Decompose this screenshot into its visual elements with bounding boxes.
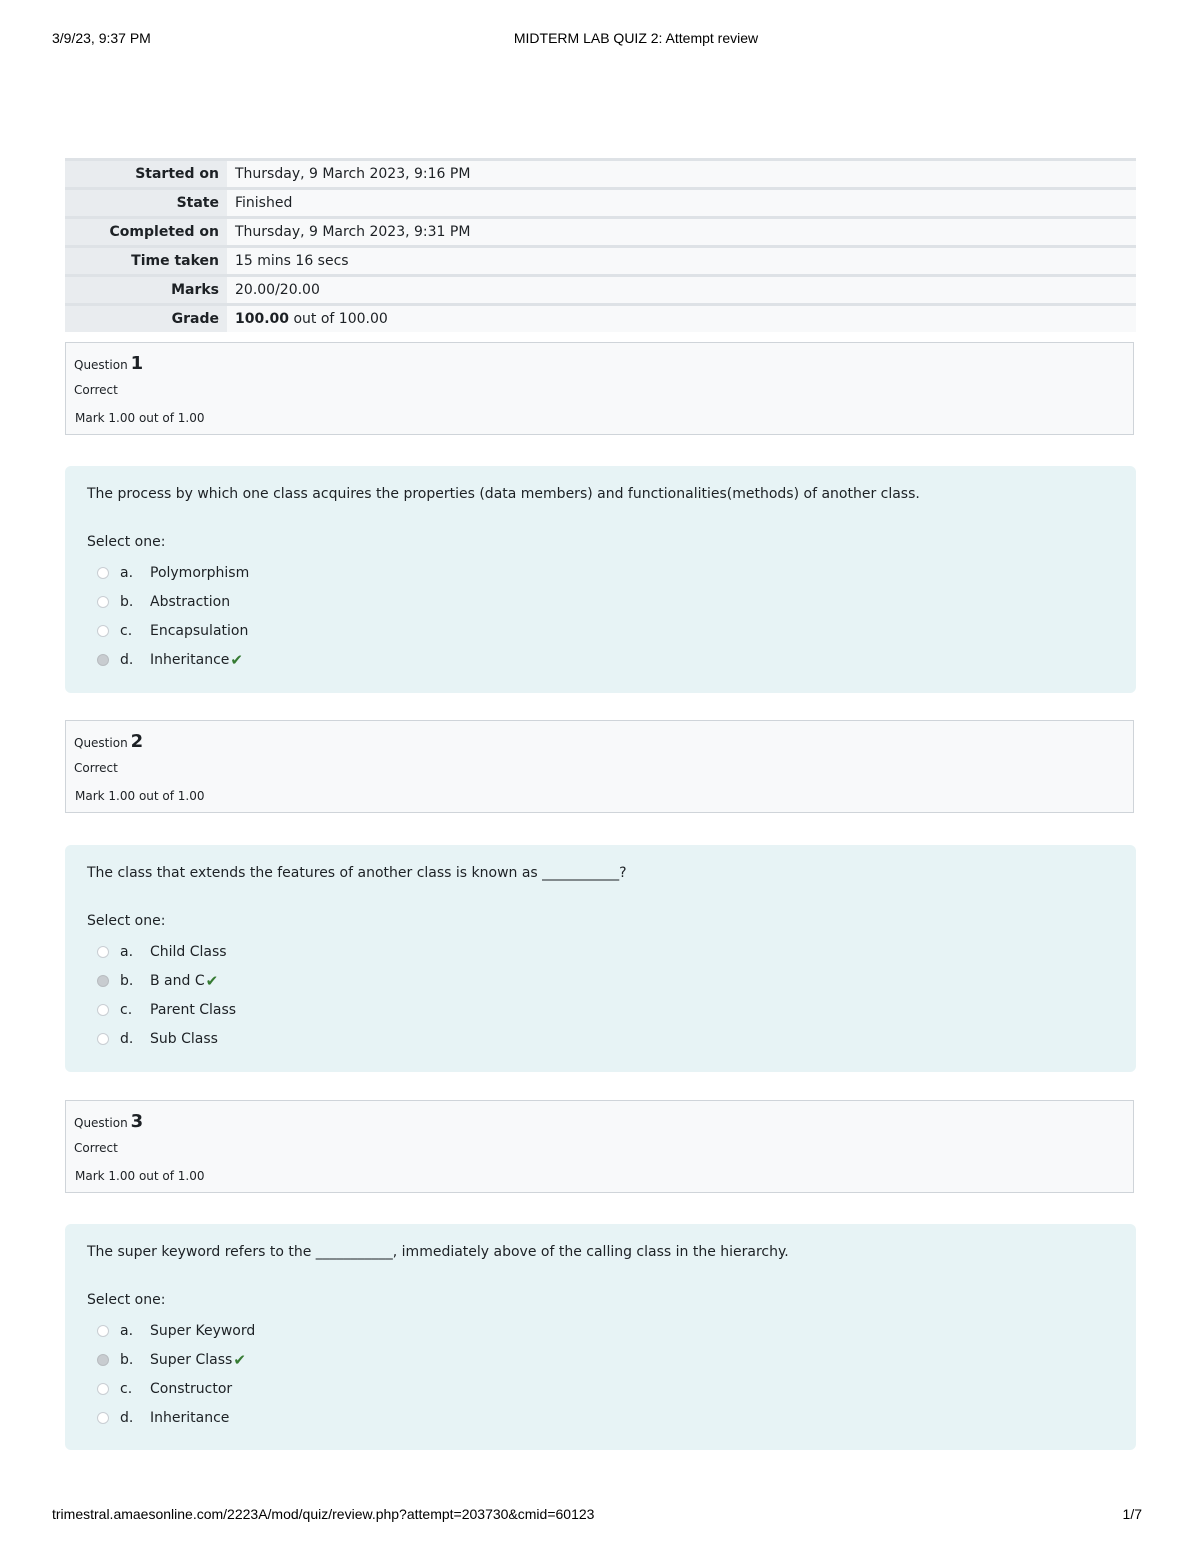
option-letter: c. [120, 622, 133, 639]
question-num: 2 [130, 731, 144, 752]
summary-label: Completed on [65, 218, 227, 247]
radio-button[interactable] [97, 625, 109, 637]
option-text: Abstraction [150, 593, 231, 610]
answer-options [87, 937, 1114, 1053]
print-date: 3/9/23, 9:37 PM [52, 30, 151, 46]
summary-row-started [65, 160, 1136, 189]
question-state: Correct [74, 383, 118, 397]
option-letter: b. [120, 593, 134, 610]
option-text: Polymorphism [150, 564, 250, 581]
option-letter: d. [120, 651, 134, 668]
answer-options [87, 558, 1114, 674]
option-letter: d. [120, 1409, 134, 1426]
select-one-label: Select one: [87, 534, 166, 550]
question-number [74, 353, 143, 374]
answer-option-b[interactable] [87, 1345, 1114, 1374]
summary-row-completed [65, 218, 1136, 247]
radio-button-selected[interactable] [97, 654, 109, 666]
option-text: Sub Class [150, 1030, 218, 1047]
radio-button-selected[interactable] [97, 975, 109, 987]
attempt-summary-table [65, 158, 1136, 332]
summary-value [227, 305, 1136, 333]
question-content-3 [65, 1224, 1136, 1450]
radio-button[interactable] [97, 1325, 109, 1337]
summary-value: Finished [227, 189, 1136, 218]
option-text: Child Class [150, 943, 227, 960]
option-letter: a. [120, 564, 134, 581]
page-number: 1/7 [1122, 1506, 1142, 1522]
correct-check-icon: ✔ [233, 1350, 246, 1369]
select-one-label: Select one: [87, 913, 166, 929]
answer-option-d[interactable] [87, 1024, 1114, 1053]
radio-button[interactable] [97, 1412, 109, 1424]
summary-label: Time taken [65, 247, 227, 276]
radio-button[interactable] [97, 567, 109, 579]
answer-options [87, 1316, 1114, 1432]
answer-option-d[interactable] [87, 645, 1114, 674]
question-label: Question [74, 736, 128, 750]
option-text: Encapsulation [150, 622, 249, 639]
answer-option-a[interactable] [87, 1316, 1114, 1345]
answer-option-c[interactable] [87, 1374, 1114, 1403]
correct-check-icon: ✔ [205, 971, 219, 990]
summary-label: Started on [65, 160, 227, 189]
correct-check-icon: ✔ [230, 650, 243, 669]
option-text: Super Keyword [150, 1322, 256, 1339]
print-title: MIDTERM LAB QUIZ 2: Attempt review [513, 30, 759, 46]
option-text: B and C [150, 972, 205, 989]
grade-out-of: out of 100.00 [293, 311, 388, 327]
print-footer [52, 1506, 1148, 1526]
option-text: Constructor [150, 1380, 233, 1397]
question-prompt: The super keyword refers to the ___________, immediately above of the calling class in the hierarchy. [87, 1244, 789, 1260]
question-number [74, 731, 143, 752]
option-letter: a. [120, 1322, 134, 1339]
question-content-1 [65, 466, 1136, 693]
option-text: Parent Class [150, 1001, 237, 1018]
question-mark: Mark 1.00 out of 1.00 [75, 1169, 205, 1183]
radio-button[interactable] [97, 596, 109, 608]
summary-value: Thursday, 9 March 2023, 9:31 PM [227, 218, 1136, 247]
question-content-2 [65, 845, 1136, 1072]
radio-button[interactable] [97, 1383, 109, 1395]
question-num: 1 [130, 353, 144, 374]
option-letter: d. [120, 1030, 134, 1047]
question-info-1 [65, 342, 1134, 435]
summary-row-time [65, 247, 1136, 276]
option-text: Inheritance [150, 1409, 230, 1426]
option-letter: b. [120, 1351, 134, 1368]
summary-value: 20.00/20.00 [227, 276, 1136, 305]
question-mark: Mark 1.00 out of 1.00 [75, 789, 205, 803]
question-info-3 [65, 1100, 1134, 1193]
answer-option-d[interactable] [87, 1403, 1114, 1432]
print-url: trimestral.amaesonline.com/2223A/mod/quiz/review.php?attempt=203730&cmid=60123 [52, 1506, 595, 1522]
grade-score: 100.00 [235, 311, 290, 327]
summary-value: Thursday, 9 March 2023, 9:16 PM [227, 160, 1136, 189]
radio-button-selected[interactable] [97, 1354, 109, 1366]
summary-row-state [65, 189, 1136, 218]
answer-option-c[interactable] [87, 616, 1114, 645]
summary-row-grade [65, 305, 1136, 333]
select-one-label: Select one: [87, 1292, 166, 1308]
option-text: Inheritance [150, 651, 230, 668]
summary-label: Grade [65, 305, 227, 333]
summary-row-marks [65, 276, 1136, 305]
answer-option-a[interactable] [87, 937, 1114, 966]
question-info-2 [65, 720, 1134, 813]
answer-option-b[interactable] [87, 966, 1114, 995]
question-prompt: The class that extends the features of another class is known as ___________? [87, 865, 627, 881]
option-letter: a. [120, 943, 134, 960]
question-label: Question [74, 358, 128, 372]
option-letter: c. [120, 1001, 133, 1018]
print-header [52, 30, 1148, 50]
answer-option-c[interactable] [87, 995, 1114, 1024]
option-letter: b. [120, 972, 134, 989]
option-letter: c. [120, 1380, 133, 1397]
question-number [74, 1111, 143, 1132]
question-prompt: The process by which one class acquires the properties (data members) and functionalities(methods) of another class. [87, 486, 920, 502]
question-mark: Mark 1.00 out of 1.00 [75, 411, 205, 425]
answer-option-a[interactable] [87, 558, 1114, 587]
summary-value: 15 mins 16 secs [227, 247, 1136, 276]
radio-button[interactable] [97, 1004, 109, 1016]
summary-label: Marks [65, 276, 227, 305]
radio-button[interactable] [97, 1033, 109, 1045]
radio-button[interactable] [97, 946, 109, 958]
option-text: Super Class [150, 1351, 233, 1368]
question-label: Question [74, 1116, 128, 1130]
question-state: Correct [74, 1141, 118, 1155]
answer-option-b[interactable] [87, 587, 1114, 616]
question-num: 3 [130, 1111, 144, 1132]
summary-label: State [65, 189, 227, 218]
question-state: Correct [74, 761, 118, 775]
